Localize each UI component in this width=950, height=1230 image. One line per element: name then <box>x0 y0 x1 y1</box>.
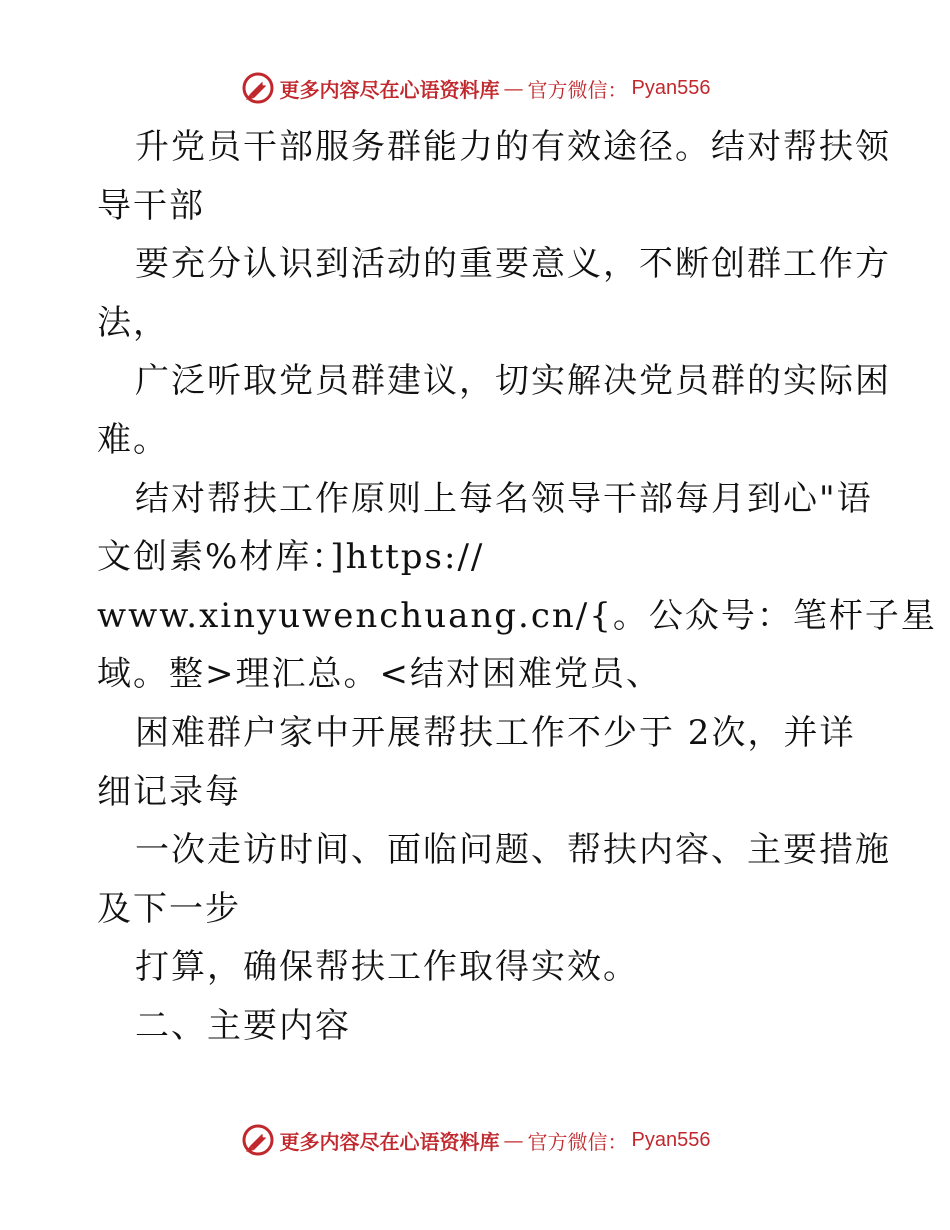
section-heading: 二、主要内容 <box>135 1005 351 1046</box>
text-line: 要充分认识到活动的重要意义，不断创群工作方 <box>135 244 891 285</box>
pen-nib-logo-icon <box>240 70 276 106</box>
text-line: 难。 <box>97 419 169 460</box>
text-line: 细记录每 <box>97 771 241 812</box>
text-line: 文创素%材库：]https:// <box>97 537 485 578</box>
banner-main-text: 更多内容尽在心语资料库 <box>279 77 500 102</box>
text-line: 导干部 <box>97 185 205 226</box>
text-line: 域。整>理汇总。<结对困难党员、 <box>97 654 662 695</box>
footer-banner <box>0 1120 950 1160</box>
text-line: 打算，确保帮扶工作取得实效。 <box>135 947 639 988</box>
banner-wechat-label: 官方微信： <box>527 1129 628 1154</box>
text-line: 一次走访时间、面临问题、帮扶内容、主要措施 <box>135 830 891 871</box>
banner-separator: — <box>503 1128 524 1152</box>
banner-main-text: 更多内容尽在心语资料库 <box>279 1129 500 1154</box>
banner-wechat-id: Pyan556 <box>631 1128 711 1151</box>
pen-nib-logo-icon <box>240 1122 276 1158</box>
header-banner <box>0 68 950 108</box>
banner-wechat-id: Pyan556 <box>631 76 711 99</box>
text-line: 广泛听取党员群建议，切实解决党员群的实际困 <box>135 361 891 402</box>
text-line: 结对帮扶工作原则上每名领导干部每月到心"语 <box>135 478 873 519</box>
banner-separator: — <box>503 76 524 100</box>
text-line: 法， <box>97 302 169 343</box>
text-line: 升党员干部服务群能力的有效途径。结对帮扶领 <box>135 127 891 167</box>
banner-wechat-label: 官方微信： <box>527 77 628 102</box>
text-line: 及下一步 <box>97 888 241 929</box>
text-line: 困难群户家中开展帮扶工作不少于 2次，并详 <box>135 712 856 753</box>
document-body <box>97 118 937 1056</box>
text-line: www.xinyuwenchuang.cn/{。公众号：笔杆子星 <box>97 595 937 636</box>
